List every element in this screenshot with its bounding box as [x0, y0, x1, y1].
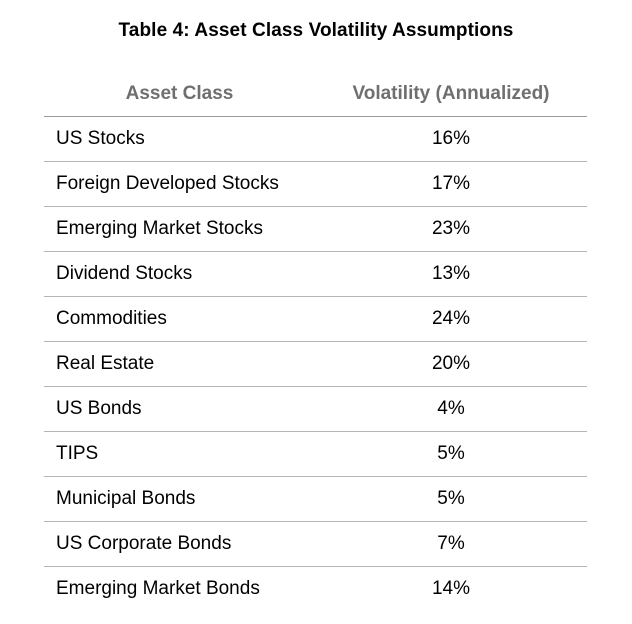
header-asset-class: Asset Class	[125, 83, 234, 104]
table-row	[44, 297, 587, 342]
volatility-cell: 24%	[431, 308, 471, 329]
volatility-cell: 5%	[437, 443, 465, 464]
volatility-cell: 5%	[437, 488, 465, 509]
asset-class-cell: Real Estate	[56, 353, 155, 374]
volatility-cell: 20%	[431, 353, 471, 374]
asset-class-cell: US Corporate Bonds	[56, 533, 232, 554]
table-row	[44, 162, 587, 207]
volatility-table	[44, 72, 587, 611]
table-row	[44, 207, 587, 252]
volatility-cell: 14%	[431, 578, 471, 599]
table-header	[44, 72, 587, 117]
asset-class-cell: US Stocks	[56, 128, 145, 149]
asset-class-cell: Dividend Stocks	[56, 263, 193, 284]
table-row	[44, 567, 587, 611]
table-row	[44, 522, 587, 567]
asset-class-cell: Municipal Bonds	[56, 488, 196, 509]
asset-class-cell: US Bonds	[56, 398, 142, 419]
volatility-cell: 4%	[437, 398, 465, 419]
volatility-cell: 16%	[431, 128, 471, 149]
header-volatility: Volatility (Annualized)	[352, 83, 550, 104]
volatility-cell: 17%	[431, 173, 471, 194]
volatility-cell: 13%	[431, 263, 471, 284]
asset-class-cell: Foreign Developed Stocks	[56, 173, 279, 194]
volatility-cell: 7%	[437, 533, 465, 554]
asset-class-cell: Emerging Market Bonds	[56, 578, 260, 599]
table-row	[44, 477, 587, 522]
table-title: Table 4: Asset Class Volatility Assumptions	[118, 20, 514, 41]
table-row	[44, 252, 587, 297]
table-row	[44, 387, 587, 432]
volatility-cell: 23%	[431, 218, 471, 239]
table-row	[44, 432, 587, 477]
asset-class-cell: TIPS	[56, 443, 99, 464]
table-row	[44, 117, 587, 162]
asset-class-cell: Commodities	[56, 308, 167, 329]
asset-class-cell: Emerging Market Stocks	[56, 218, 263, 239]
table-row	[44, 342, 587, 387]
